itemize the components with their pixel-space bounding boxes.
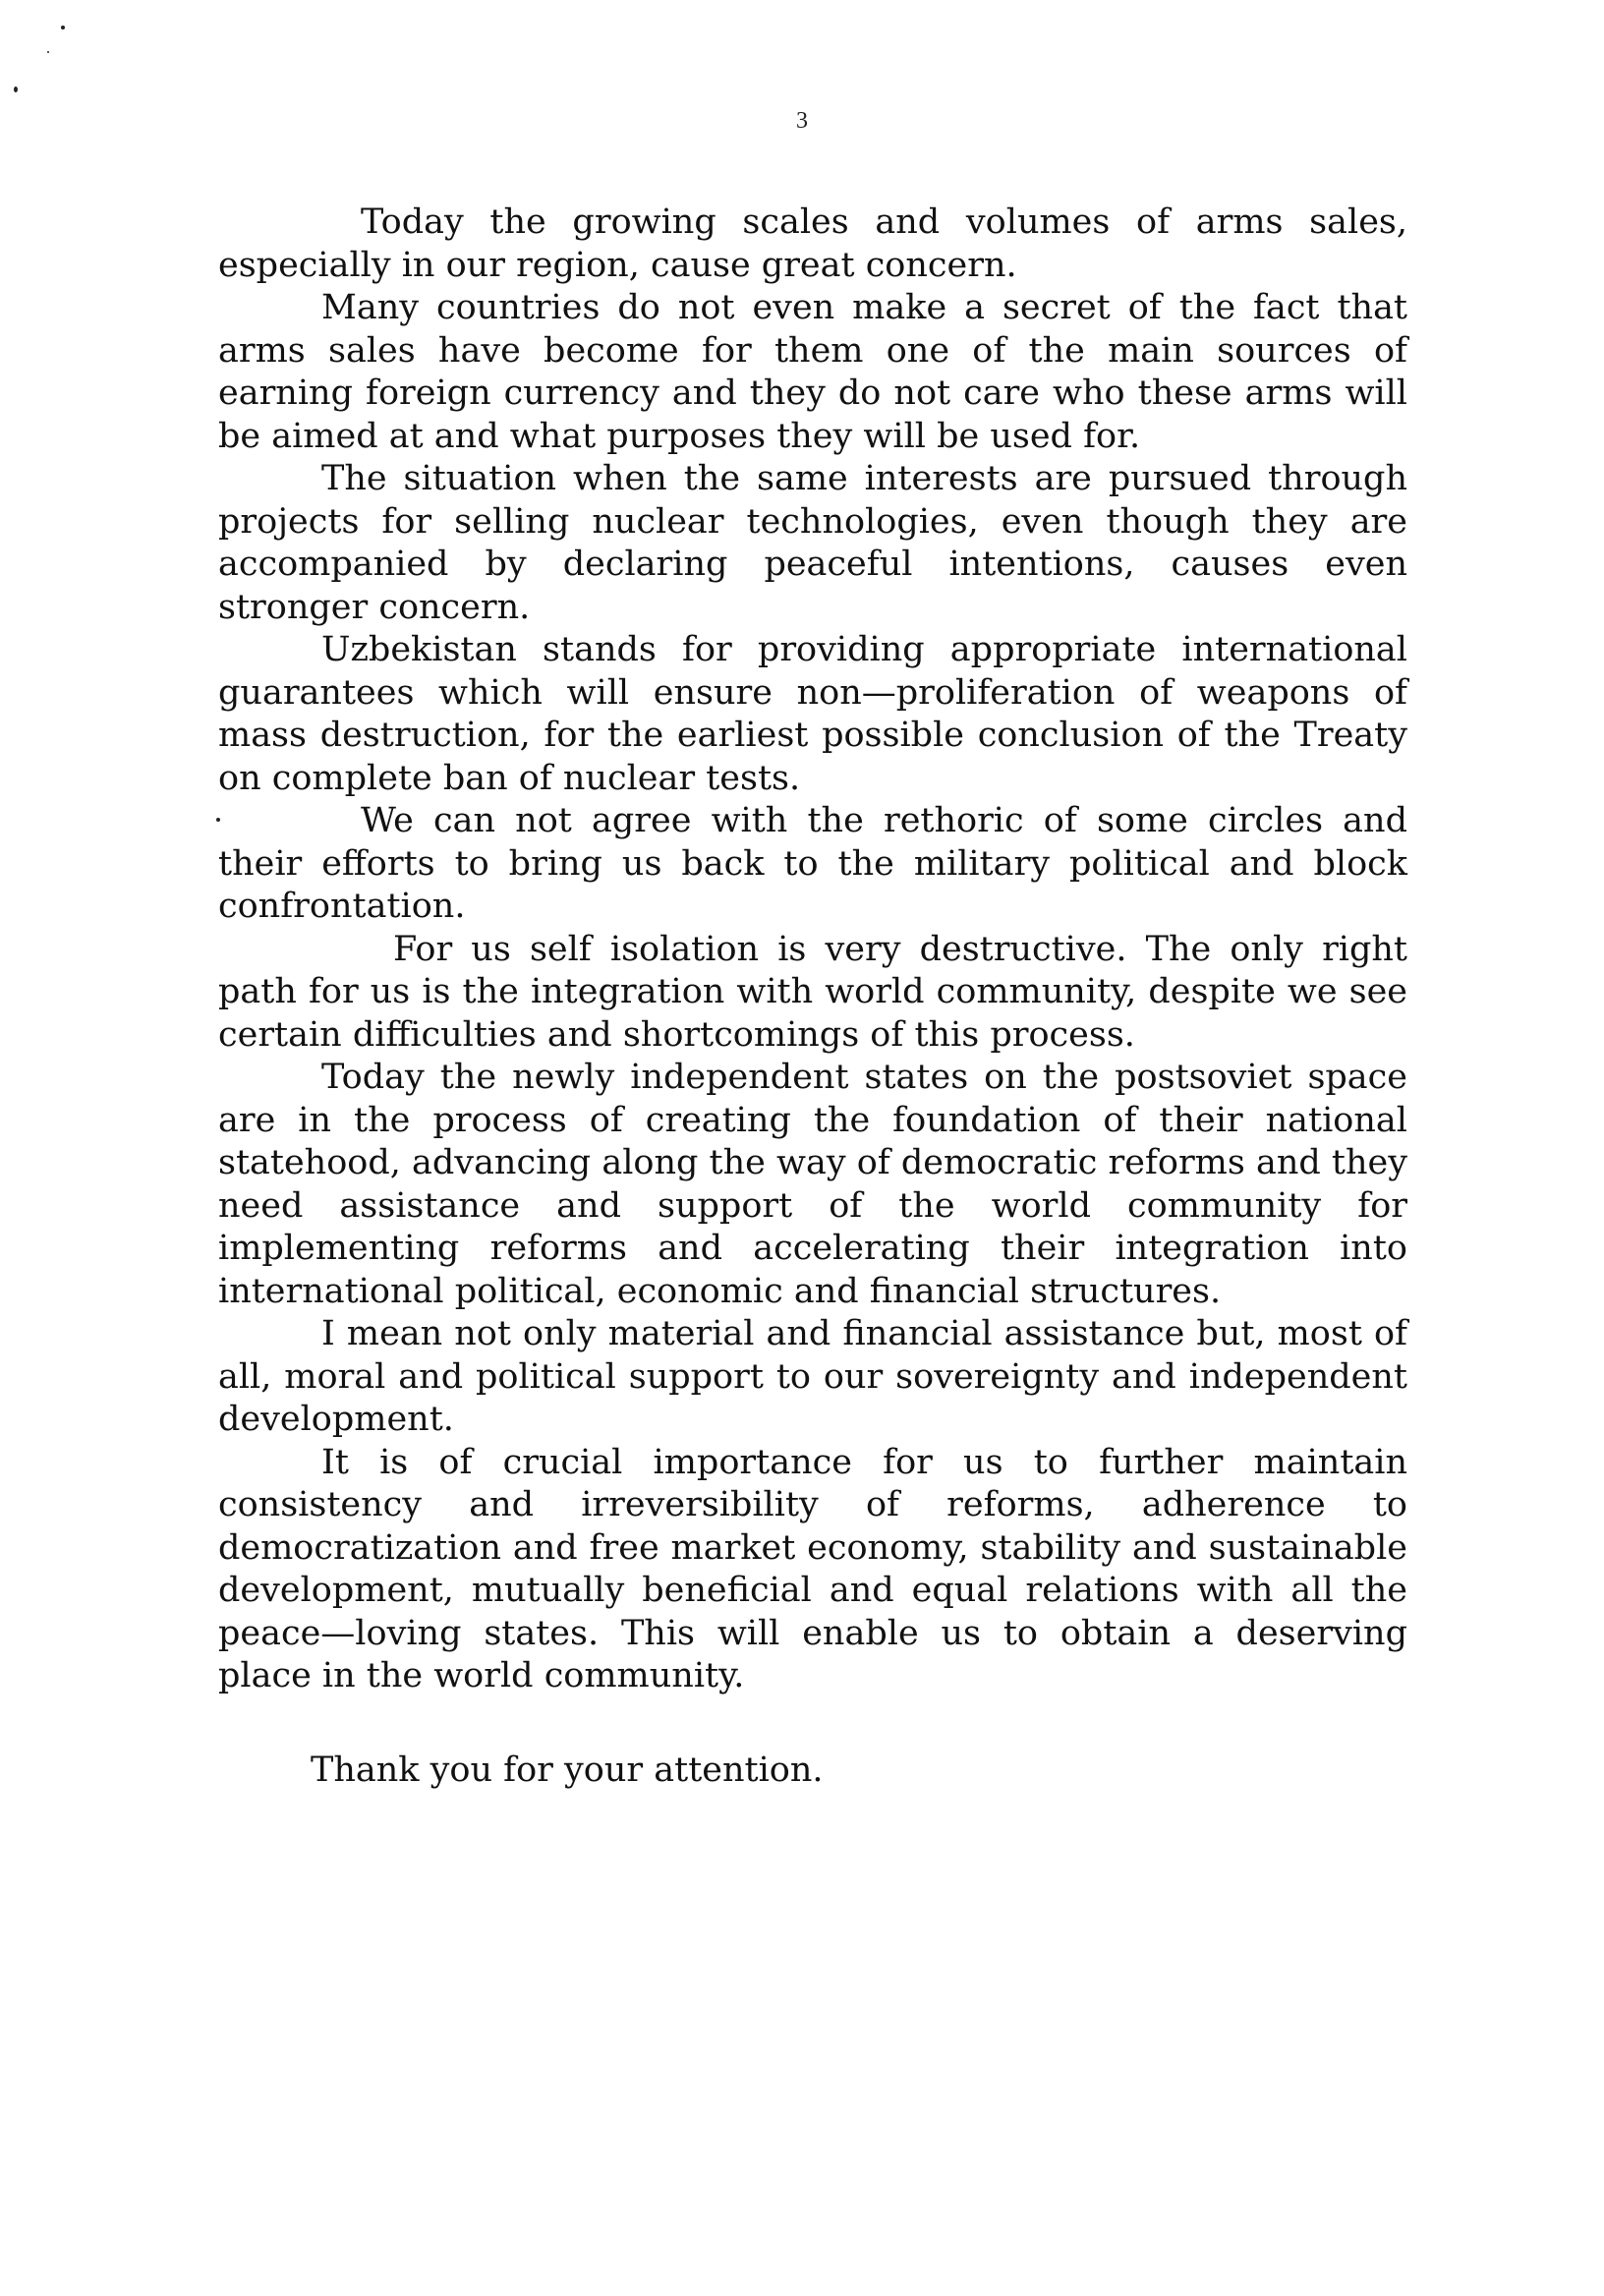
paragraph: The situation when the same interests are pursued through projects for selling nuclear technologies, even though they are accompanied by declaring peaceful intentions, causes even stronger concern. [218, 459, 1407, 627]
scan-dot [61, 26, 65, 29]
speech-body [218, 201, 1407, 1792]
page-number: 3 [796, 108, 808, 134]
closing-line: Thank you for your attention. [311, 1750, 824, 1790]
paragraph: Today the newly independent states on the postsoviet space are in the process of creating the foundation of their national statehood, advancing along the way of democratic reforms and they need assistance and support of the world community for implementing reforms and accelerating their integration into international political, economic and financial structures. [218, 1058, 1407, 1311]
paragraph: Today the growing scales and volumes of arms sales, especially in our region, cause great concern. [218, 202, 1407, 285]
scan-dot [14, 86, 18, 92]
paragraph-container [218, 800, 1407, 929]
scan-artifacts [0, 0, 118, 118]
paragraph: Uzbekistan stands for providing appropriate international guarantees which will ensure non—proliferation of weapons of mass destruction, for the earliest possible conclusion of the Treaty on complete ban of nuclear tests. [218, 630, 1407, 798]
scan-dot [47, 51, 49, 53]
stray-dot [216, 818, 220, 822]
paragraph: I mean not only material and financial assistance but, most of all, moral and political support to our sovereignty and independent development. [218, 1314, 1407, 1439]
paragraph: It is of crucial importance for us to further maintain consistency and irreversibility of reforms, adherence to democratization and free market economy, stability and sustainable development, mutually beneficial and equal relations with all the peace—loving states. This will enable us to obtain a deserving place in the world community. [218, 1442, 1407, 1695]
paragraph: Many countries do not even make a secret of the fact that arms sales have become for them one of the main sources of earning foreign currency and they do not care who these arms will be aimed at and what purposes they will be used for. [218, 288, 1407, 456]
paragraph: For us self isolation is very destructive. The only right path for us is the integration with world community, despite we see certain difficulties and shortcomings of this process. [218, 929, 1407, 1055]
paragraph: We can not agree with the rethoric of some circles and their efforts to bring us back to the military political and block confrontation. [218, 801, 1407, 926]
